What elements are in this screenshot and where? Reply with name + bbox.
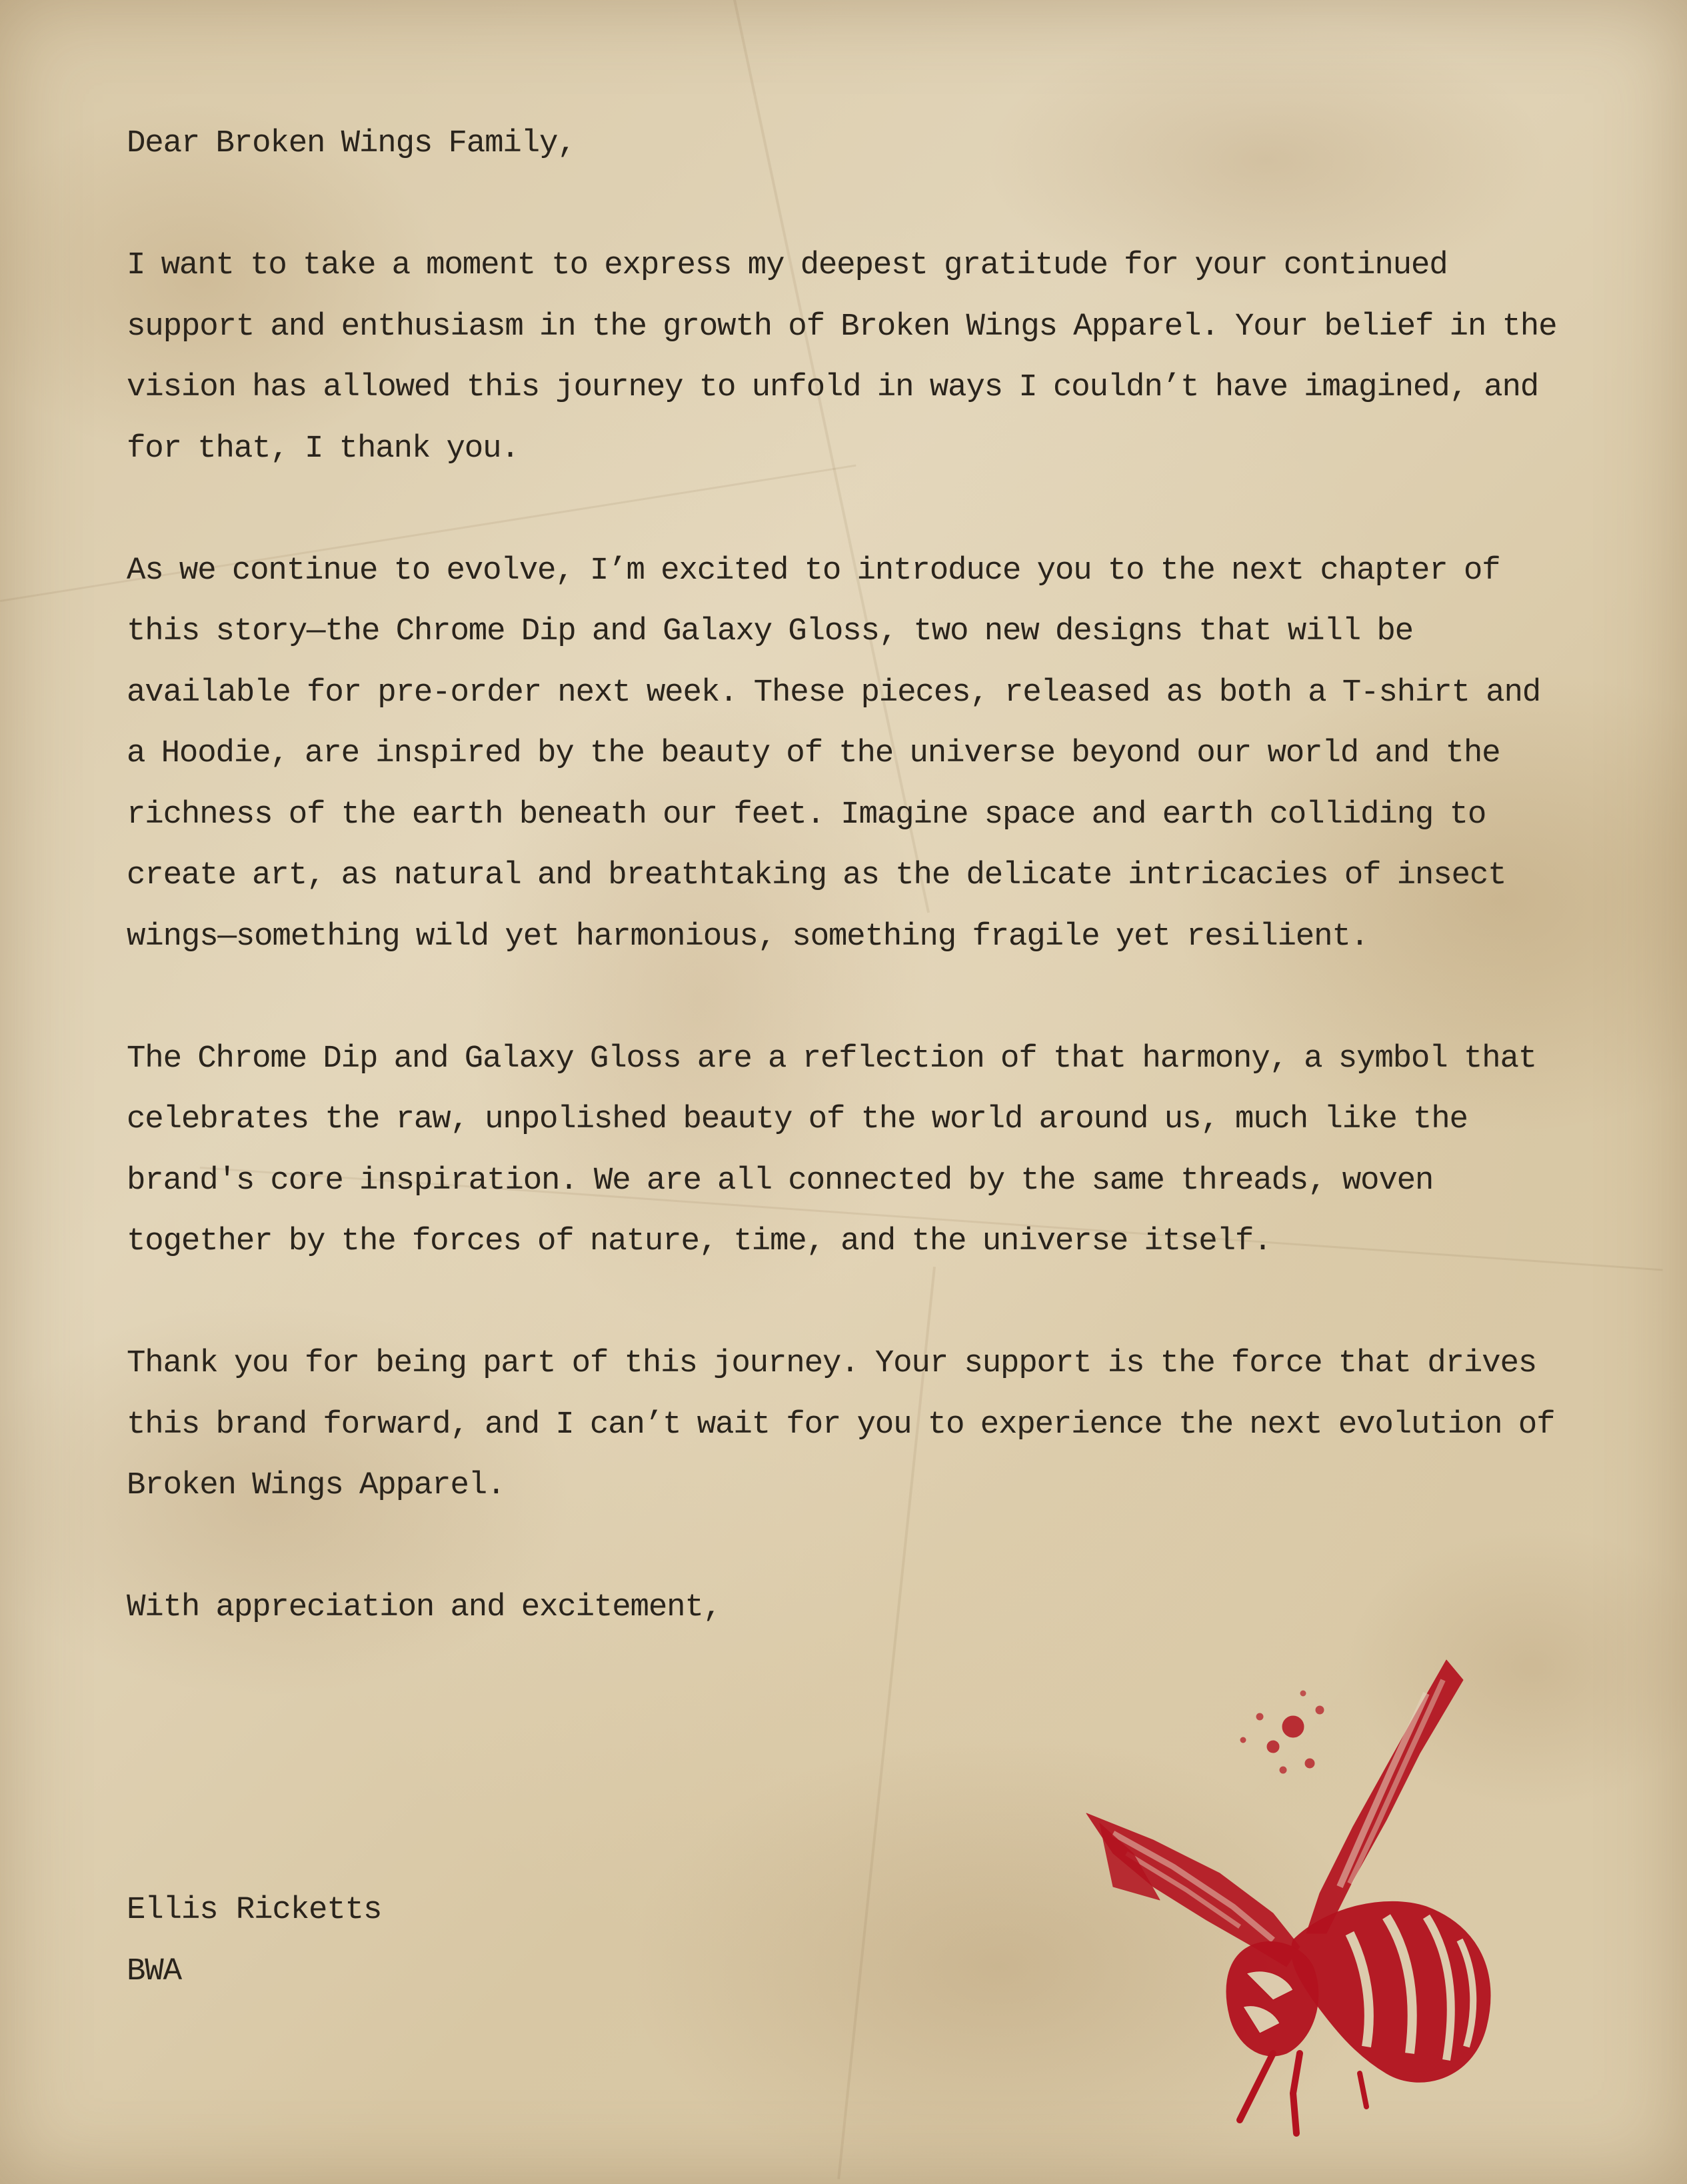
paragraph-thanks: Thank you for being part of this journey. Your support is the force that drives this brand forward, and I can’t wait for you to experience the next evolution of Broken Wings Apparel. [127,1345,1555,1503]
paragraph-new-designs: As we continue to evolve, I’m excited to introduce you to the next chapter of this story—the Chrome Dip and Galaxy Gloss, two new designs that will be available for pre-order next week. These pieces, released as both a T-shirt and a Hoodie, are inspired by the beauty of the universe beyond our world and the richness of the earth beneath our feet. Imagine space and earth colliding to create art, as natural and breathtaking as the delicate intricacies of insect wings—something wild yet harmonious, something fragile yet resilient. [127,552,1541,955]
signature-block [127,1880,381,2002]
paragraph-harmony: The Chrome Dip and Galaxy Gloss are a reflection of that harmony, a symbol that celebrates the raw, unpolished beauty of the world around us, much like the brand's core inspiration. We are all connected by the same threads, woven together by the forces of nature, time, and the universe itself. [127,1040,1537,1259]
salutation: Dear Broken Wings Family, [127,125,576,161]
broken-wing-insect-icon [1073,1653,1526,2153]
closing-line: With appreciation and excitement, [127,1589,722,1625]
signature-name: Ellis Ricketts [127,1892,382,1928]
signature-org: BWA [127,1953,181,1989]
letter-body [127,113,1560,1639]
paragraph-gratitude: I want to take a moment to express my deepest gratitude for your continued support and enthusiasm in the growth of Broken Wings Apparel. Your belief in the vision has allowed this journey to unfold in ways I couldn’t have imagined, and for that, I thank you. [127,247,1557,467]
